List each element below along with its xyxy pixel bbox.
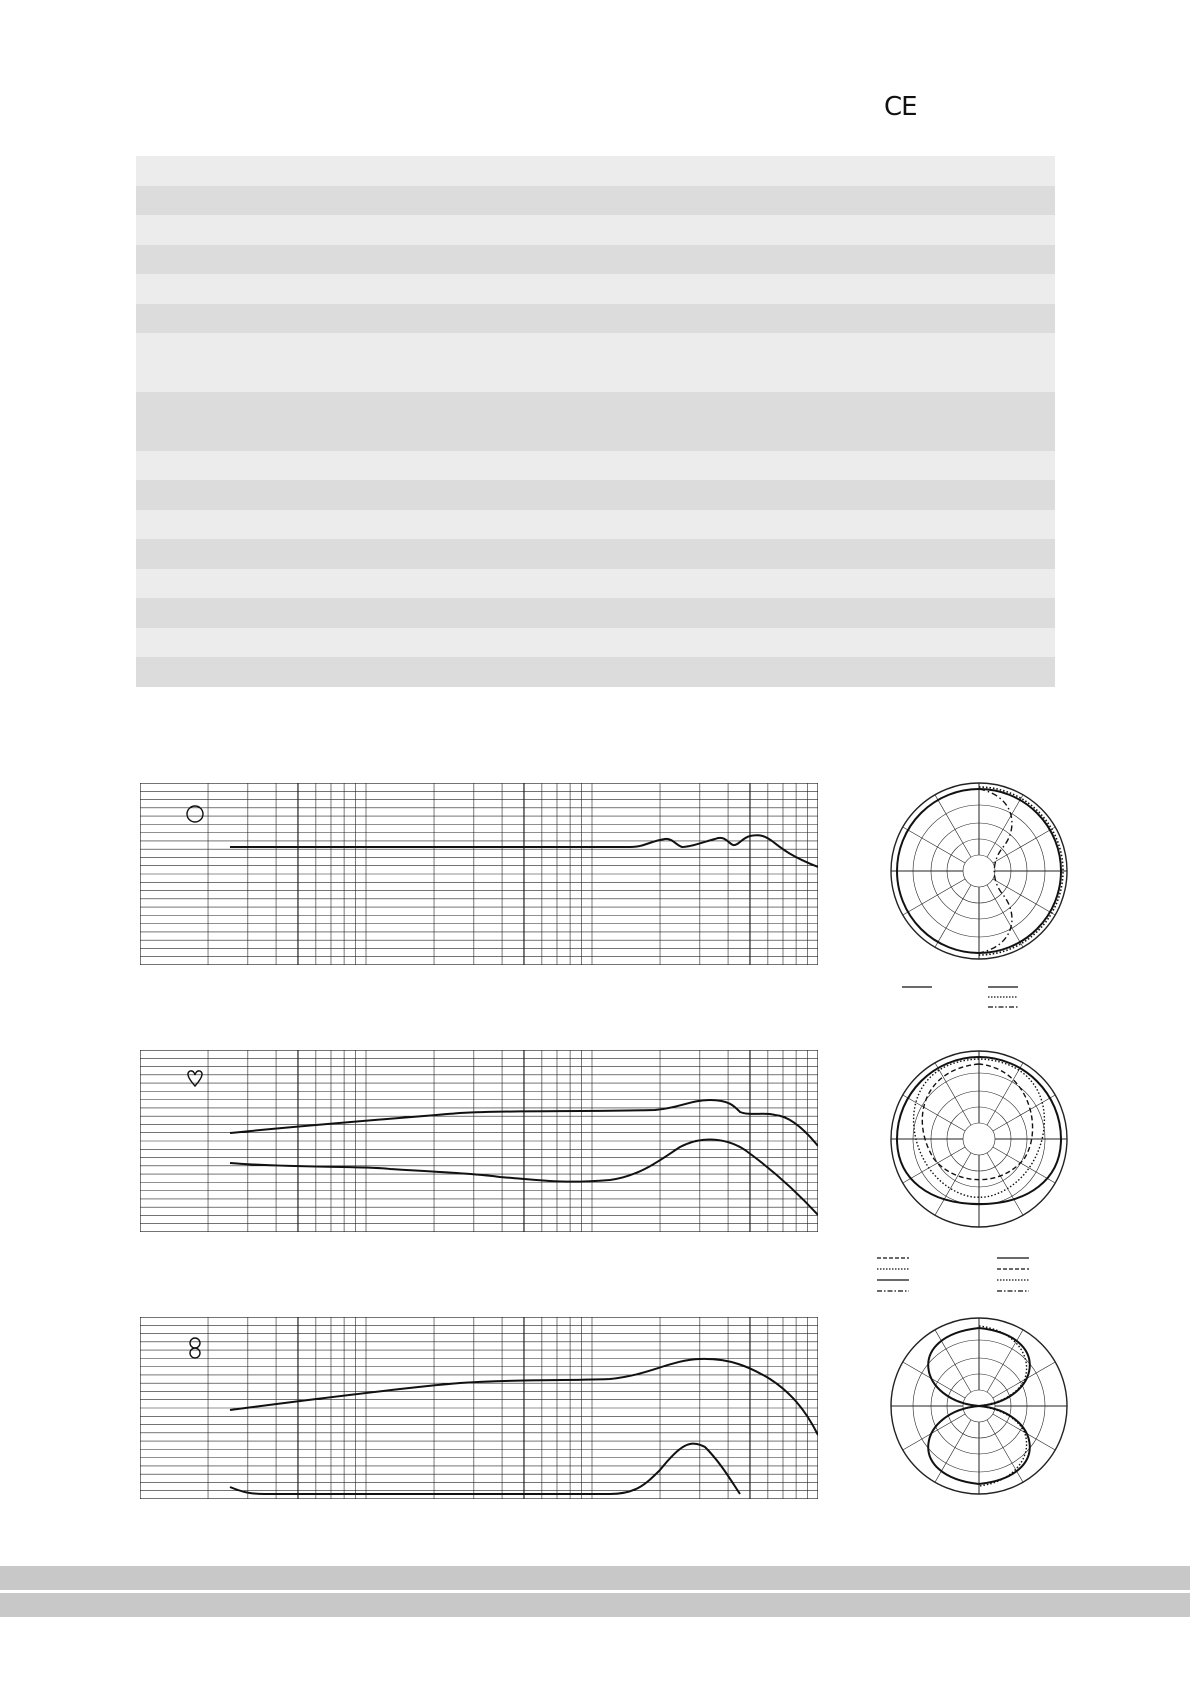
polar-grid-spoke — [935, 1420, 971, 1482]
cardioid-icon — [188, 1071, 202, 1086]
table-row — [136, 480, 1055, 510]
response-curve-side — [230, 1444, 740, 1494]
table-row — [136, 510, 1055, 539]
polar-grid-spoke — [935, 795, 971, 857]
polar-pattern-chart-figure-eight — [886, 1313, 1072, 1499]
table-row — [136, 569, 1055, 598]
table-row — [136, 304, 1055, 333]
polar-grid-spoke — [987, 1063, 1023, 1125]
chart-grid — [140, 1050, 818, 1232]
polar-grid-spoke — [993, 879, 1055, 915]
table-row — [136, 657, 1055, 687]
footer-bar — [0, 1566, 1190, 1590]
polar-grid-spoke — [903, 827, 965, 863]
chart-grid — [140, 783, 818, 965]
polar-grid-spoke — [935, 1153, 971, 1215]
polar-grid-ring — [963, 1123, 995, 1155]
table-row — [136, 274, 1055, 304]
frequency-response-chart-cardioid — [140, 1050, 818, 1232]
table-row — [136, 392, 1055, 451]
polar-pattern-chart-omni — [886, 778, 1072, 964]
footer-bar — [0, 1593, 1190, 1617]
polar-grid-spoke — [903, 1147, 965, 1183]
table-row — [136, 539, 1055, 569]
polar-grid-spoke — [993, 1147, 1055, 1183]
table-row — [136, 451, 1055, 480]
polar-grid-spoke — [935, 885, 971, 947]
polar-grid-spoke — [903, 879, 965, 915]
table-row — [136, 245, 1055, 274]
figure-eight-icon — [190, 1338, 200, 1358]
polar-pattern-chart-cardioid — [886, 1046, 1072, 1232]
ce-mark-logo: CE — [884, 92, 917, 122]
polar-legend-omni — [900, 983, 1040, 1013]
polar-grid-spoke — [935, 1063, 971, 1125]
polar-grid-spoke — [987, 1420, 1023, 1482]
table-row — [136, 215, 1055, 245]
table-row — [136, 598, 1055, 628]
polar-grid — [891, 783, 1067, 959]
polar-grid — [891, 1051, 1067, 1227]
omnidirectional-icon — [187, 806, 203, 822]
polar-grid-spoke — [903, 1095, 965, 1131]
specifications-table — [136, 156, 1055, 687]
frequency-response-chart-figure-eight — [140, 1317, 818, 1499]
table-row — [136, 333, 1055, 392]
polar-grid-spoke — [903, 1414, 965, 1450]
table-row — [136, 156, 1055, 186]
polar-legend-cardioid — [875, 1254, 1035, 1300]
frequency-response-chart-omni — [140, 783, 818, 965]
polar-grid-spoke — [903, 1362, 965, 1398]
polar-grid-spoke — [987, 1153, 1023, 1215]
polar-grid-spoke — [935, 1330, 971, 1392]
polar-grid-spoke — [987, 1330, 1023, 1392]
polar-grid-spoke — [993, 827, 1055, 863]
polar-grid-ring — [963, 855, 995, 887]
polar-grid-spoke — [993, 1095, 1055, 1131]
table-row — [136, 628, 1055, 657]
table-row — [136, 186, 1055, 215]
